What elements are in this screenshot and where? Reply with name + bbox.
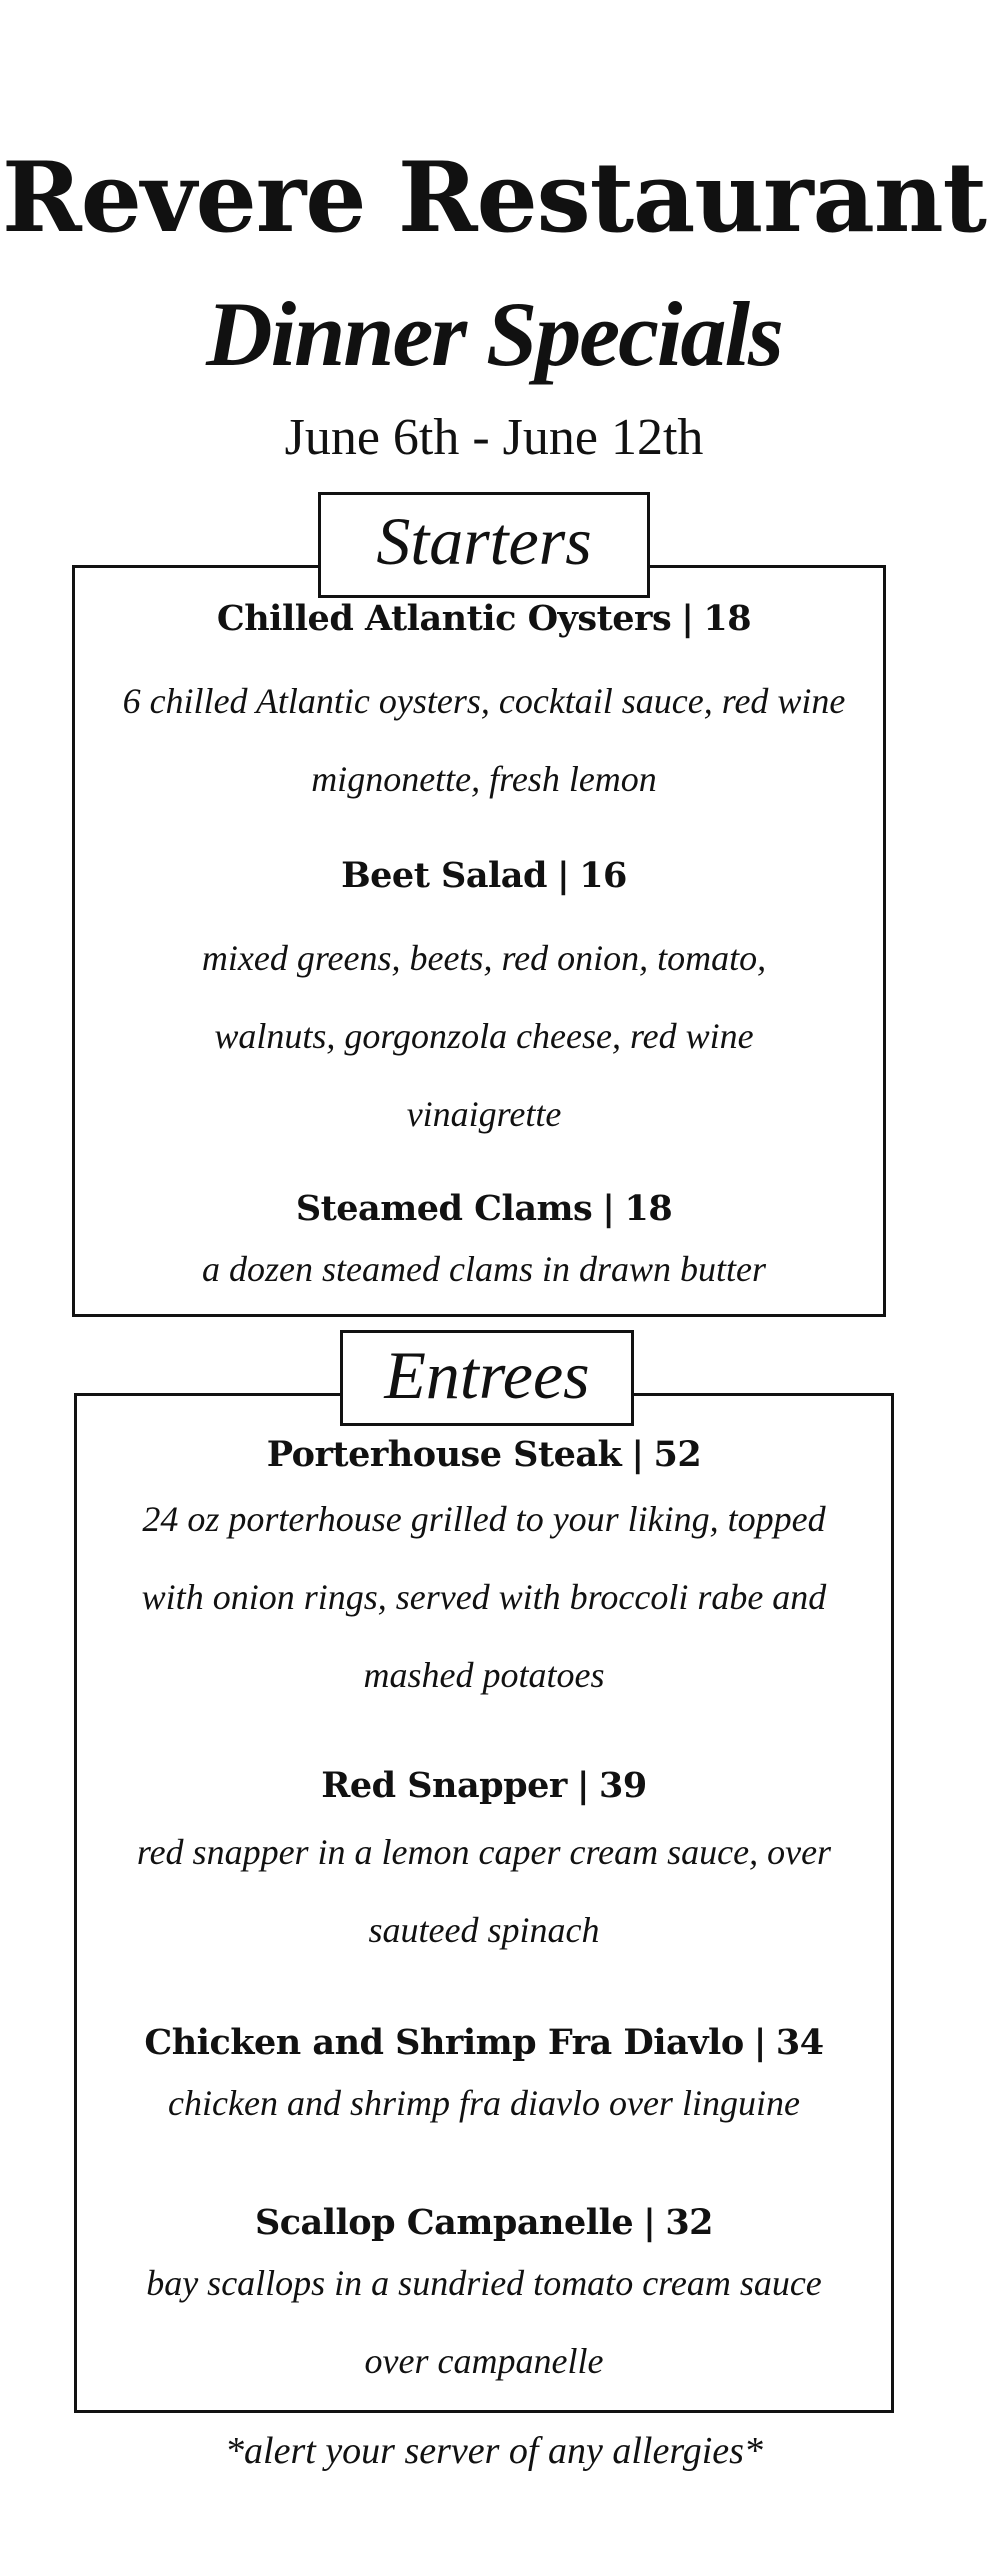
item-name: Chilled Atlantic Oysters [216,598,672,639]
item-price: 39 [599,1765,647,1806]
date-range: June 6th - June 12th [284,409,704,466]
item-description: a dozen steamed clams in drawn butter [202,1249,766,1289]
entrees-label [340,1330,634,1426]
price-separator: | [576,1765,590,1806]
restaurant-name: Revere Restaurant [2,141,986,254]
item-price: 32 [665,2202,714,2243]
price-separator: | [681,598,694,639]
starters-label [318,492,650,598]
item-name: Steamed Clams [295,1188,593,1229]
starters-label-text: Starters [376,503,592,579]
menu-item [110,1434,858,1714]
item-description: 6 chilled Atlantic oysters, cocktail sauce, red wine mignonette, fresh lemon [122,681,846,799]
item-name: Chicken and Shrimp Fra Diavlo [144,2022,744,2063]
allergy-note: *alert your server of any allergies* [225,2430,763,2472]
item-price: 16 [579,855,627,896]
menu-item [150,855,818,1153]
entrees-label-text: Entrees [384,1337,590,1413]
item-name-line [110,1765,858,1807]
menu-item [100,1188,868,1308]
price-separator: | [753,2022,766,2063]
menu-item [100,2022,868,2142]
item-name: Scallop Campanelle [254,2202,634,2243]
menu-item [120,598,848,818]
item-name-line [150,855,818,897]
item-name: Red Snapper [321,1765,567,1806]
item-price: 34 [775,2022,824,2063]
price-separator: | [556,855,570,896]
menu-subtitle: Dinner Specials [206,283,782,385]
price-separator: | [631,1434,644,1475]
item-description: 24 oz porterhouse grilled to your liking, topped with onion rings, served with broccoli rabe and mashed potatoes [141,1499,827,1695]
item-name: Beet Salad [341,855,547,896]
item-description: mixed greens, beets, red onion, tomato, walnuts, gorgonzola cheese, red wine vinaigrette [201,938,767,1134]
price-separator: | [602,1188,615,1229]
item-name: Porterhouse Steak [266,1434,622,1475]
item-name-line [100,2022,868,2064]
item-name-line [110,1434,858,1476]
item-description: chicken and shrimp fra diavlo over linguine [168,2083,800,2123]
item-price: 52 [653,1434,702,1475]
price-separator: | [643,2202,656,2243]
item-price: 18 [624,1188,673,1229]
item-name-line [120,598,848,640]
menu-item [120,2202,848,2400]
item-name-line [100,1188,868,1230]
menu-item [110,1765,858,1969]
item-name-line [120,2202,848,2244]
item-price: 18 [703,598,752,639]
item-description: bay scallops in a sundried tomato cream sauce over campanelle [146,2263,822,2381]
item-description: red snapper in a lemon caper cream sauce, over sauteed spinach [136,1832,832,1950]
